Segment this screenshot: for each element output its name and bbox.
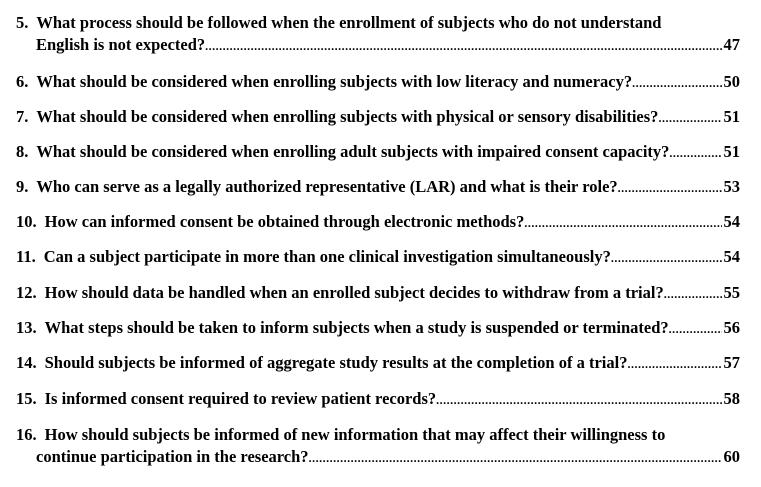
toc-entry-page: 51	[723, 107, 740, 126]
toc-entry-number: 14.	[16, 353, 37, 372]
toc-entry-page: 57	[723, 353, 740, 372]
dot-leader	[627, 353, 721, 375]
dot-leader	[205, 35, 721, 57]
toc-entry-page: 50	[723, 72, 740, 91]
toc-entry-title: What process should be followed when the enrollment of subjects who do not understand	[36, 13, 662, 32]
toc-entry-number: 5.	[16, 13, 29, 32]
toc-entry-page: 55	[723, 283, 740, 302]
toc-entry-11[interactable]	[16, 246, 740, 268]
toc-entry-title: Is informed consent required to review patient records?	[44, 389, 437, 408]
toc-entry-title: Should subjects be informed of aggregate study results at the completion of a trial?	[44, 353, 628, 372]
toc-entry-15[interactable]	[16, 388, 740, 410]
toc-entry-line	[16, 282, 740, 304]
toc-entry-line	[16, 388, 740, 410]
toc-entry-page: 53	[723, 177, 740, 196]
toc-entry-title: How can informed consent be obtained through electronic methods?	[44, 212, 525, 231]
dot-leader	[669, 142, 721, 164]
toc-entry-12[interactable]	[16, 282, 740, 304]
toc-entry-title-continued: continue participation in the research?	[36, 447, 309, 466]
toc-entry-number: 11.	[16, 247, 36, 266]
toc-entry-title: What should be considered when enrolling subjects with physical or sensory disabilities?	[36, 107, 659, 126]
toc-entry-6[interactable]	[16, 71, 740, 93]
toc-entry-page: 60	[723, 447, 740, 466]
toc-entry-page: 56	[723, 318, 740, 337]
dot-leader	[436, 389, 721, 411]
dot-leader	[632, 72, 721, 94]
toc-entry-16[interactable]	[16, 424, 740, 468]
toc-entry-number: 8.	[16, 142, 29, 161]
toc-entry-line	[16, 34, 740, 56]
toc-entry-line	[16, 211, 740, 233]
dot-leader	[658, 107, 721, 129]
toc-entry-line	[16, 12, 740, 34]
toc-entry-title-continued: English is not expected?	[36, 35, 206, 54]
toc-entry-number: 13.	[16, 318, 37, 337]
toc-entry-number: 6.	[16, 72, 29, 91]
toc-entry-page: 47	[723, 35, 740, 54]
toc-entry-line	[16, 352, 740, 374]
toc-entry-title: How should data be handled when an enrolled subject decides to withdraw from a trial?	[44, 283, 664, 302]
toc-entry-line	[16, 424, 740, 446]
toc-entry-title: Can a subject participate in more than one clinical investigation simultaneously?	[43, 247, 611, 266]
toc-entry-line	[16, 446, 740, 468]
toc-entry-line	[16, 141, 740, 163]
toc-entry-10[interactable]	[16, 211, 740, 233]
toc-entry-page: 58	[723, 389, 740, 408]
dot-leader	[618, 177, 722, 199]
toc-entry-14[interactable]	[16, 352, 740, 374]
toc-entry-13[interactable]	[16, 317, 740, 339]
toc-entry-8[interactable]	[16, 141, 740, 163]
toc-entry-number: 10.	[16, 212, 37, 231]
toc-entry-page: 54	[723, 247, 740, 266]
toc-entry-line	[16, 71, 740, 93]
dot-leader	[524, 212, 721, 234]
toc-entry-5[interactable]	[16, 12, 740, 56]
toc-entry-number: 9.	[16, 177, 29, 196]
dot-leader	[611, 247, 722, 269]
toc-entry-title: What should be considered when enrolling adult subjects with impaired consent capacity?	[36, 142, 670, 161]
toc-entry-page: 51	[723, 142, 740, 161]
dot-leader	[664, 283, 722, 305]
toc-entry-title: What should be considered when enrolling subjects with low literacy and numeracy?	[36, 72, 633, 91]
toc-entry-title: How should subjects be informed of new information that may affect their willingness to	[44, 425, 666, 444]
toc-entry-number: 7.	[16, 107, 29, 126]
dot-leader	[309, 447, 722, 469]
toc-entry-number: 16.	[16, 425, 37, 444]
toc-entry-line	[16, 317, 740, 339]
toc-entry-number: 12.	[16, 283, 37, 302]
toc-entry-9[interactable]	[16, 176, 740, 198]
toc-entry-7[interactable]	[16, 106, 740, 128]
toc-entry-line	[16, 176, 740, 198]
toc-entry-title: Who can serve as a legally authorized representative (LAR) and what is their role?	[36, 177, 618, 196]
toc-entry-number: 15.	[16, 389, 37, 408]
toc-entry-page: 54	[723, 212, 740, 231]
toc-entry-line	[16, 246, 740, 268]
dot-leader	[669, 318, 722, 340]
toc-entry-title: What steps should be taken to inform subjects when a study is suspended or terminated?	[44, 318, 669, 337]
toc-entry-line	[16, 106, 740, 128]
